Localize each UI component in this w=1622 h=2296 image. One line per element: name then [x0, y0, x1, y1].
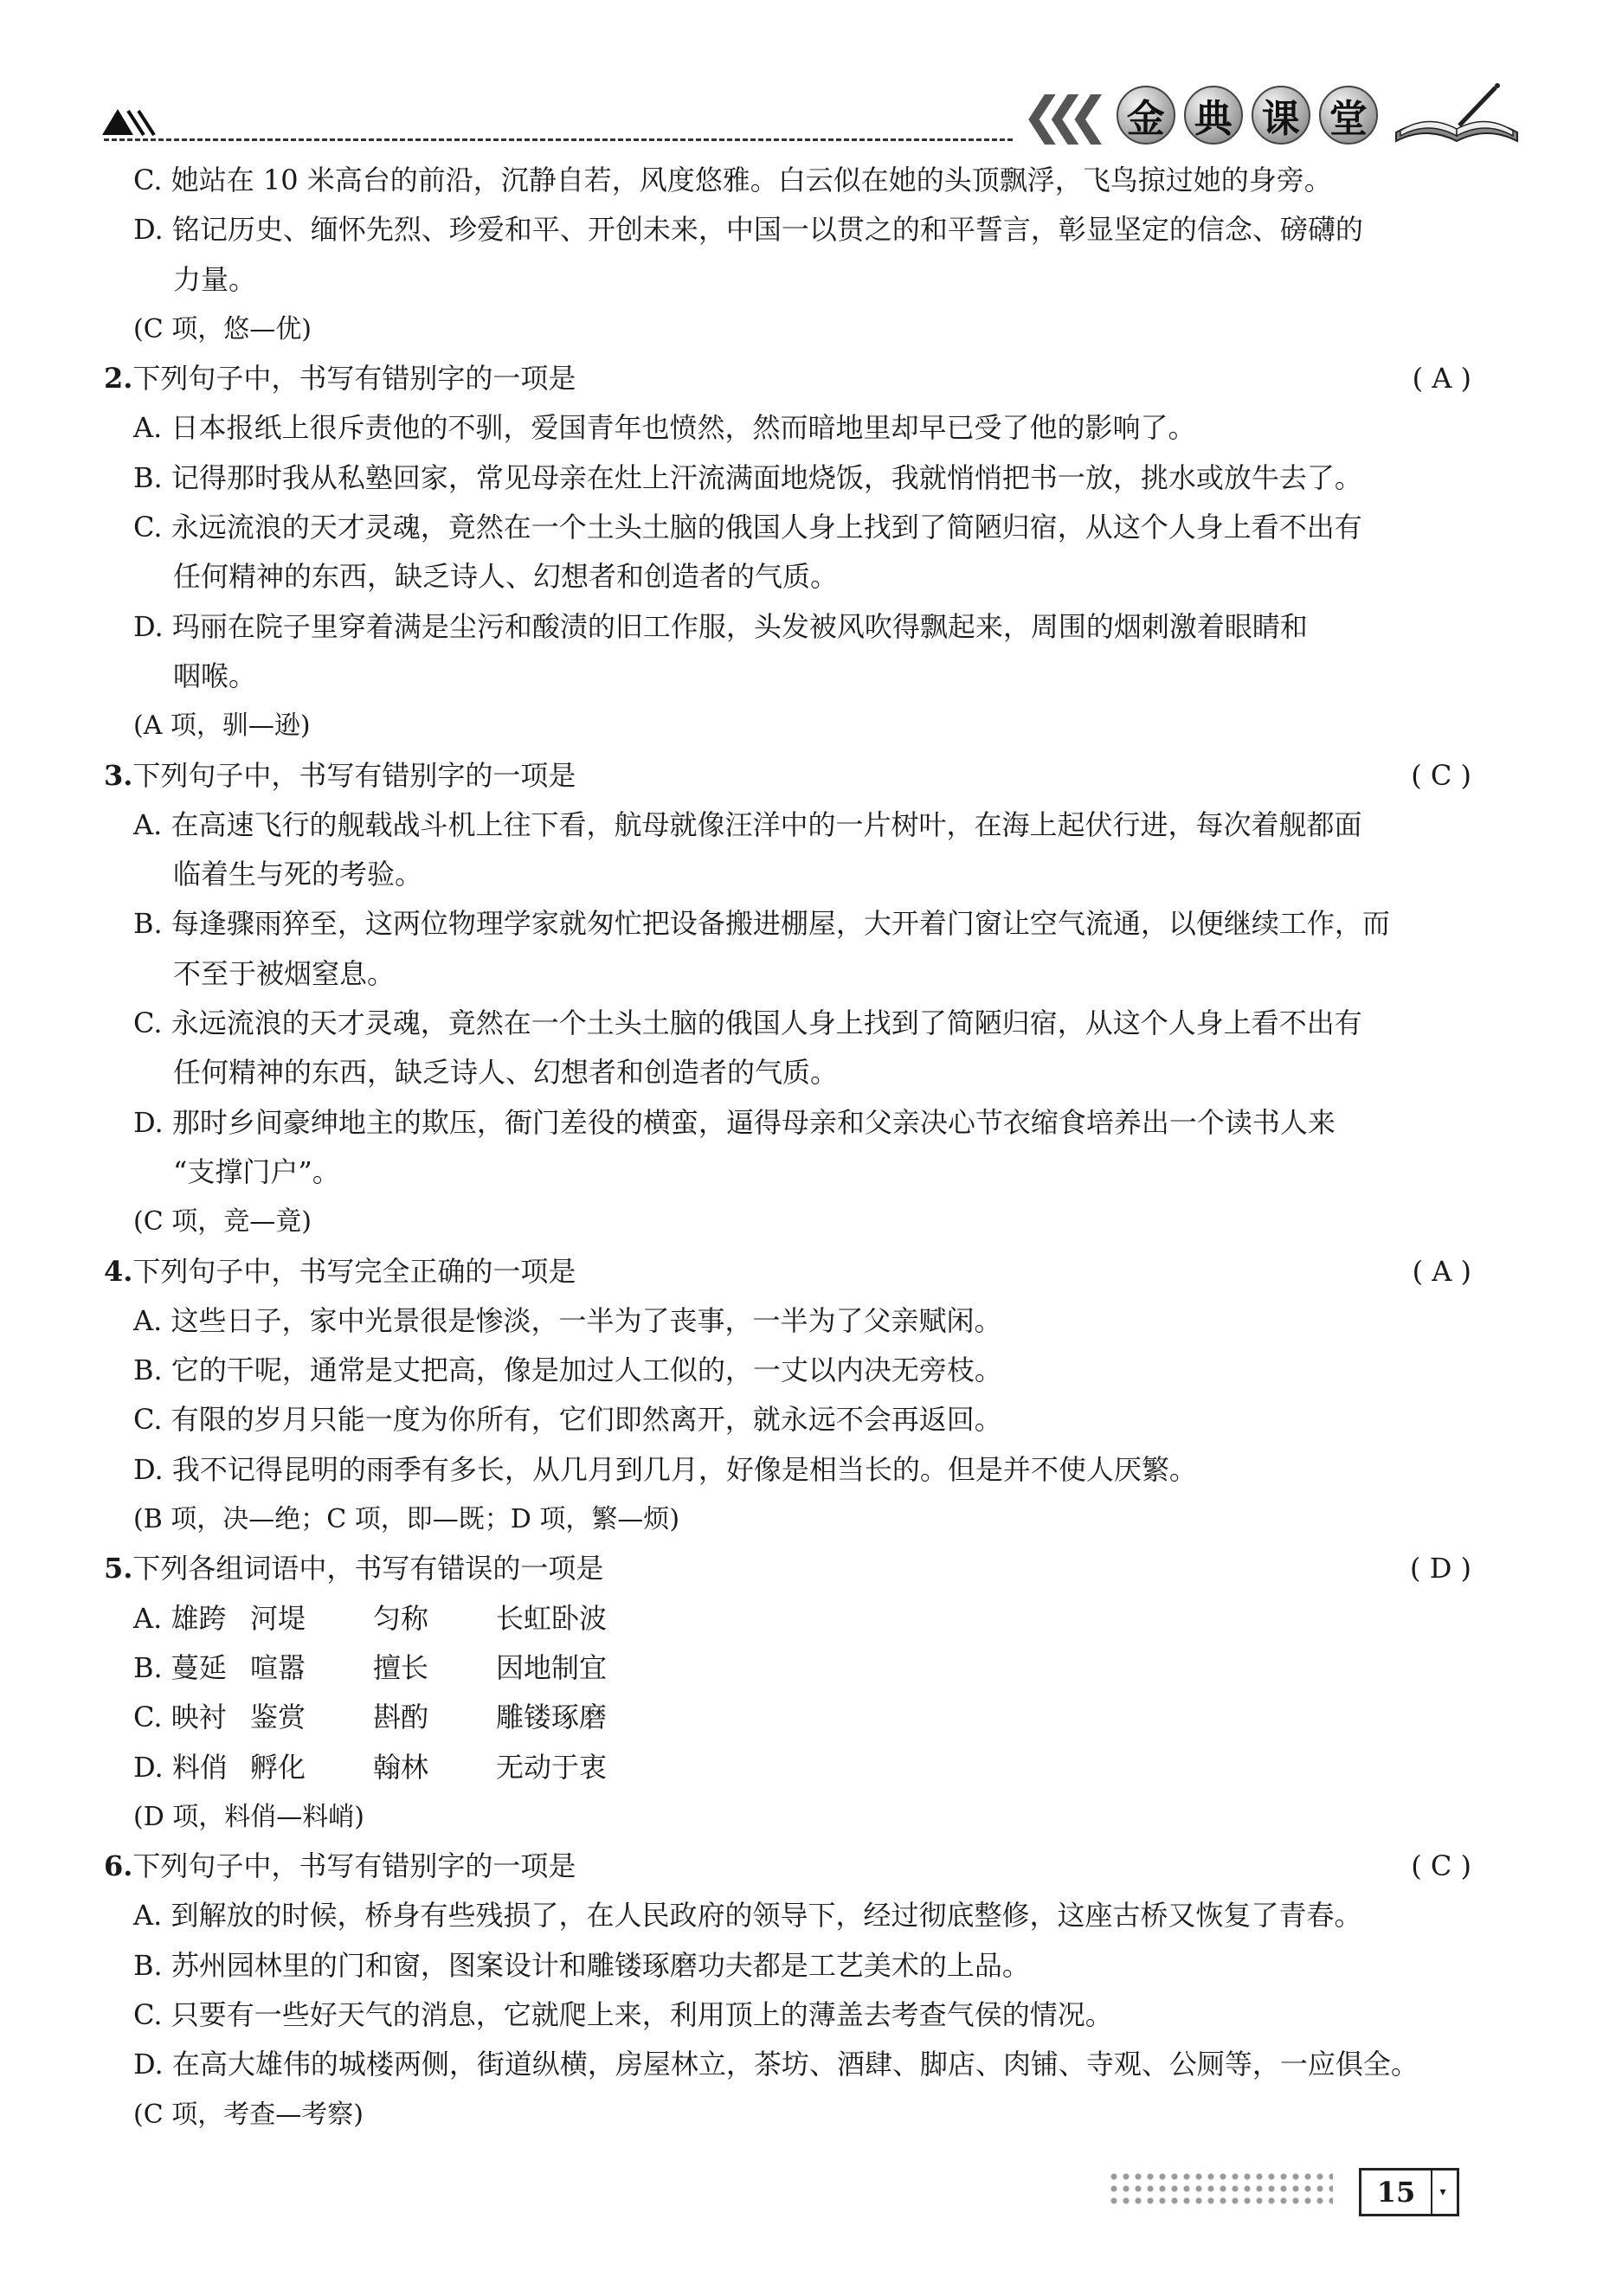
word-item: 斟酌	[373, 1701, 429, 1734]
question-number: 3.	[104, 758, 133, 792]
question-text: 下列句子中，书写有错别字的一项是	[132, 758, 576, 792]
word-item: 擅长	[373, 1650, 429, 1684]
word-item: B. 蔓延	[133, 1650, 227, 1684]
word-item: C. 映衬	[133, 1701, 227, 1734]
option-line: A. 这些日子，家中光景很是惨淡，一半为了丧事，一半为了父亲赋闲。	[133, 1303, 1002, 1337]
page-header	[0, 0, 1622, 173]
option-line: D. 铭记历史、缅怀先烈、珍爱和平、开创未来，中国一以贯之的和平誓言，彰显坚定的信念、磅礴的	[133, 213, 1363, 247]
answer-explanation: (C 项，竞—竟)	[133, 1206, 312, 1238]
question-stem	[104, 1247, 1471, 1296]
answer-mark: ( C )	[1411, 1849, 1471, 1883]
word-option-row	[104, 1743, 1471, 1792]
option-line: D. 玛丽在院子里穿着满是尘污和酸渍的旧工作服，头发被风吹得飘起来，周围的烟刺激着眼睛和	[133, 609, 1308, 643]
option-line: A. 在高速飞行的舰载战斗机上往下看，航母就像汪洋中的一片树叶，在海上起伏行进，每次着舰都面	[133, 807, 1362, 841]
option-line: B. 苏州园林里的门和窗，图案设计和雕镂琢磨功夫都是工艺美术的上品。	[133, 1948, 1030, 1982]
answer-mark: ( D )	[1410, 1552, 1471, 1585]
option-line: C. 她站在 10 米高台的前沿，沉静自若，风度悠雅。白云似在她的头顶飘浮，飞鸟掠过她的身旁。	[133, 164, 1332, 196]
word-option-row	[104, 1693, 1471, 1742]
header-divider	[104, 138, 1013, 141]
brand-char: 课	[1252, 86, 1310, 145]
option-continuation: 临着生与死的考验。	[173, 858, 423, 891]
answer-explanation: (C 项，考查—考察)	[133, 2099, 364, 2130]
question-text: 下列句子中，书写完全正确的一项是	[132, 1254, 576, 1288]
answer-explanation: (D 项，料俏—料峭)	[133, 1801, 364, 1832]
triangle-marker-icon: ▾	[1431, 2171, 1453, 2214]
answer-explanation: (B 项，决—绝；C 项，即—既；D 项，繁—烦)	[133, 1504, 680, 1535]
option-line: C. 有限的岁月只能一度为你所有，它们即然离开，就永远不会再返回。	[133, 1403, 1002, 1437]
word-item: D. 料俏	[133, 1750, 228, 1784]
option-line: B. 每逢骤雨猝至，这两位物理学家就匆忙把设备搬进棚屋，大开着门窗让空气流通，以便继续工作，而	[133, 907, 1390, 941]
page-number-box	[1359, 2168, 1459, 2216]
question-text: 下列句子中，书写有错别字的一项是	[132, 362, 576, 396]
word-option-row	[104, 1643, 1471, 1693]
option-continuation: 力量。	[173, 262, 257, 296]
word-item: 河堤	[250, 1601, 306, 1635]
option-line: D. 那时乡间豪绅地主的欺压，衙门差役的横蛮，逼得母亲和父亲决心节衣缩食培养出一个读书人来	[133, 1105, 1336, 1139]
option-continuation: “支撑门户”。	[173, 1154, 340, 1188]
book-pen-icon	[1392, 80, 1522, 150]
option-line: B. 记得那时我从私塾回家，常见母亲在灶上汗流满面地烧饭，我就悄悄把书一放，挑水或放牛去了。	[133, 460, 1362, 494]
word-item: 匀称	[373, 1601, 429, 1635]
answer-explanation: (C 项，悠—优)	[133, 313, 312, 344]
option-line: C. 永远流浪的天才灵魂，竟然在一个土头土脑的俄国人身上找到了简陋归宿，从这个人身上看不出有	[133, 511, 1362, 544]
option-continuation: 不至于被烟窒息。	[173, 956, 396, 990]
answer-mark: ( A )	[1412, 362, 1471, 396]
word-item: 因地制宜	[496, 1650, 608, 1684]
option-line: D. 我不记得昆明的雨季有多长，从几月到几月，好像是相当长的。但是并不使人厌繁。	[133, 1452, 1197, 1486]
option-line: B. 它的干呢，通常是丈把高，像是加过人工似的，一丈以内决无旁枝。	[133, 1354, 1002, 1387]
question-stem	[104, 354, 1471, 403]
option-continuation: 任何精神的东西，缺乏诗人、幻想者和创造者的气质。	[173, 1056, 839, 1090]
footer-dot-pattern	[1108, 2171, 1333, 2209]
option-line: D. 在高大雄伟的城楼两侧，街道纵横，房屋林立，茶坊、酒肆、脚店、肉铺、寺观、公厕等，一应俱全。	[133, 2048, 1419, 2081]
option-line: C. 只要有一些好天气的消息，它就爬上来，利用顶上的薄盖去考查气侯的情况。	[133, 1997, 1113, 2031]
question-number: 4.	[104, 1254, 133, 1288]
question-number: 5.	[104, 1552, 133, 1585]
answer-explanation: (A 项，驯—逊)	[133, 711, 311, 742]
question-text: 下列句子中，书写有错别字的一项是	[132, 1849, 576, 1883]
answer-mark: ( A )	[1412, 1254, 1471, 1288]
option-continuation: 任何精神的东西，缺乏诗人、幻想者和创造者的气质。	[173, 560, 839, 594]
question-stem	[104, 1842, 1471, 1891]
mountain-logo-icon	[102, 102, 163, 137]
word-option-row	[104, 1594, 1471, 1643]
word-item: A. 雄跨	[133, 1601, 227, 1635]
word-item: 无动于衷	[496, 1750, 608, 1784]
word-item: 鉴赏	[250, 1701, 306, 1734]
word-item: 雕镂琢磨	[496, 1701, 608, 1734]
question-text: 下列各组词语中，书写有错误的一项是	[132, 1552, 604, 1585]
word-item: 翰林	[373, 1750, 429, 1784]
question-stem	[104, 1544, 1471, 1593]
option-continuation: 咽喉。	[173, 659, 257, 692]
question-number: 2.	[104, 362, 133, 396]
brand-char: 金	[1117, 86, 1175, 145]
word-item: 孵化	[250, 1750, 306, 1784]
page-number: 15	[1376, 2176, 1416, 2209]
word-item: 喧嚣	[250, 1650, 306, 1684]
answer-mark: ( C )	[1411, 758, 1471, 792]
brand-char: 典	[1184, 86, 1243, 145]
question-number: 6.	[104, 1849, 133, 1883]
option-line: C. 永远流浪的天才灵魂，竟然在一个土头土脑的俄国人身上找到了简陋归宿，从这个人身上看不出有	[133, 1007, 1362, 1040]
question-list	[104, 156, 1471, 2139]
option-line: A. 日本报纸上很斥责他的不驯，爱国青年也愤然，然而暗地里却早已受了他的影响了。	[133, 411, 1196, 445]
chevrons-left-icon: ❮❮❮	[1021, 86, 1091, 145]
option-line: A. 到解放的时候，桥身有些残损了，在人民政府的领导下，经过彻底整修，这座古桥又恢复了青春。	[133, 1899, 1362, 1933]
brand-banner	[1021, 76, 1522, 154]
question-stem	[104, 751, 1471, 801]
word-item: 长虹卧波	[496, 1601, 608, 1635]
brand-char: 堂	[1319, 86, 1378, 145]
